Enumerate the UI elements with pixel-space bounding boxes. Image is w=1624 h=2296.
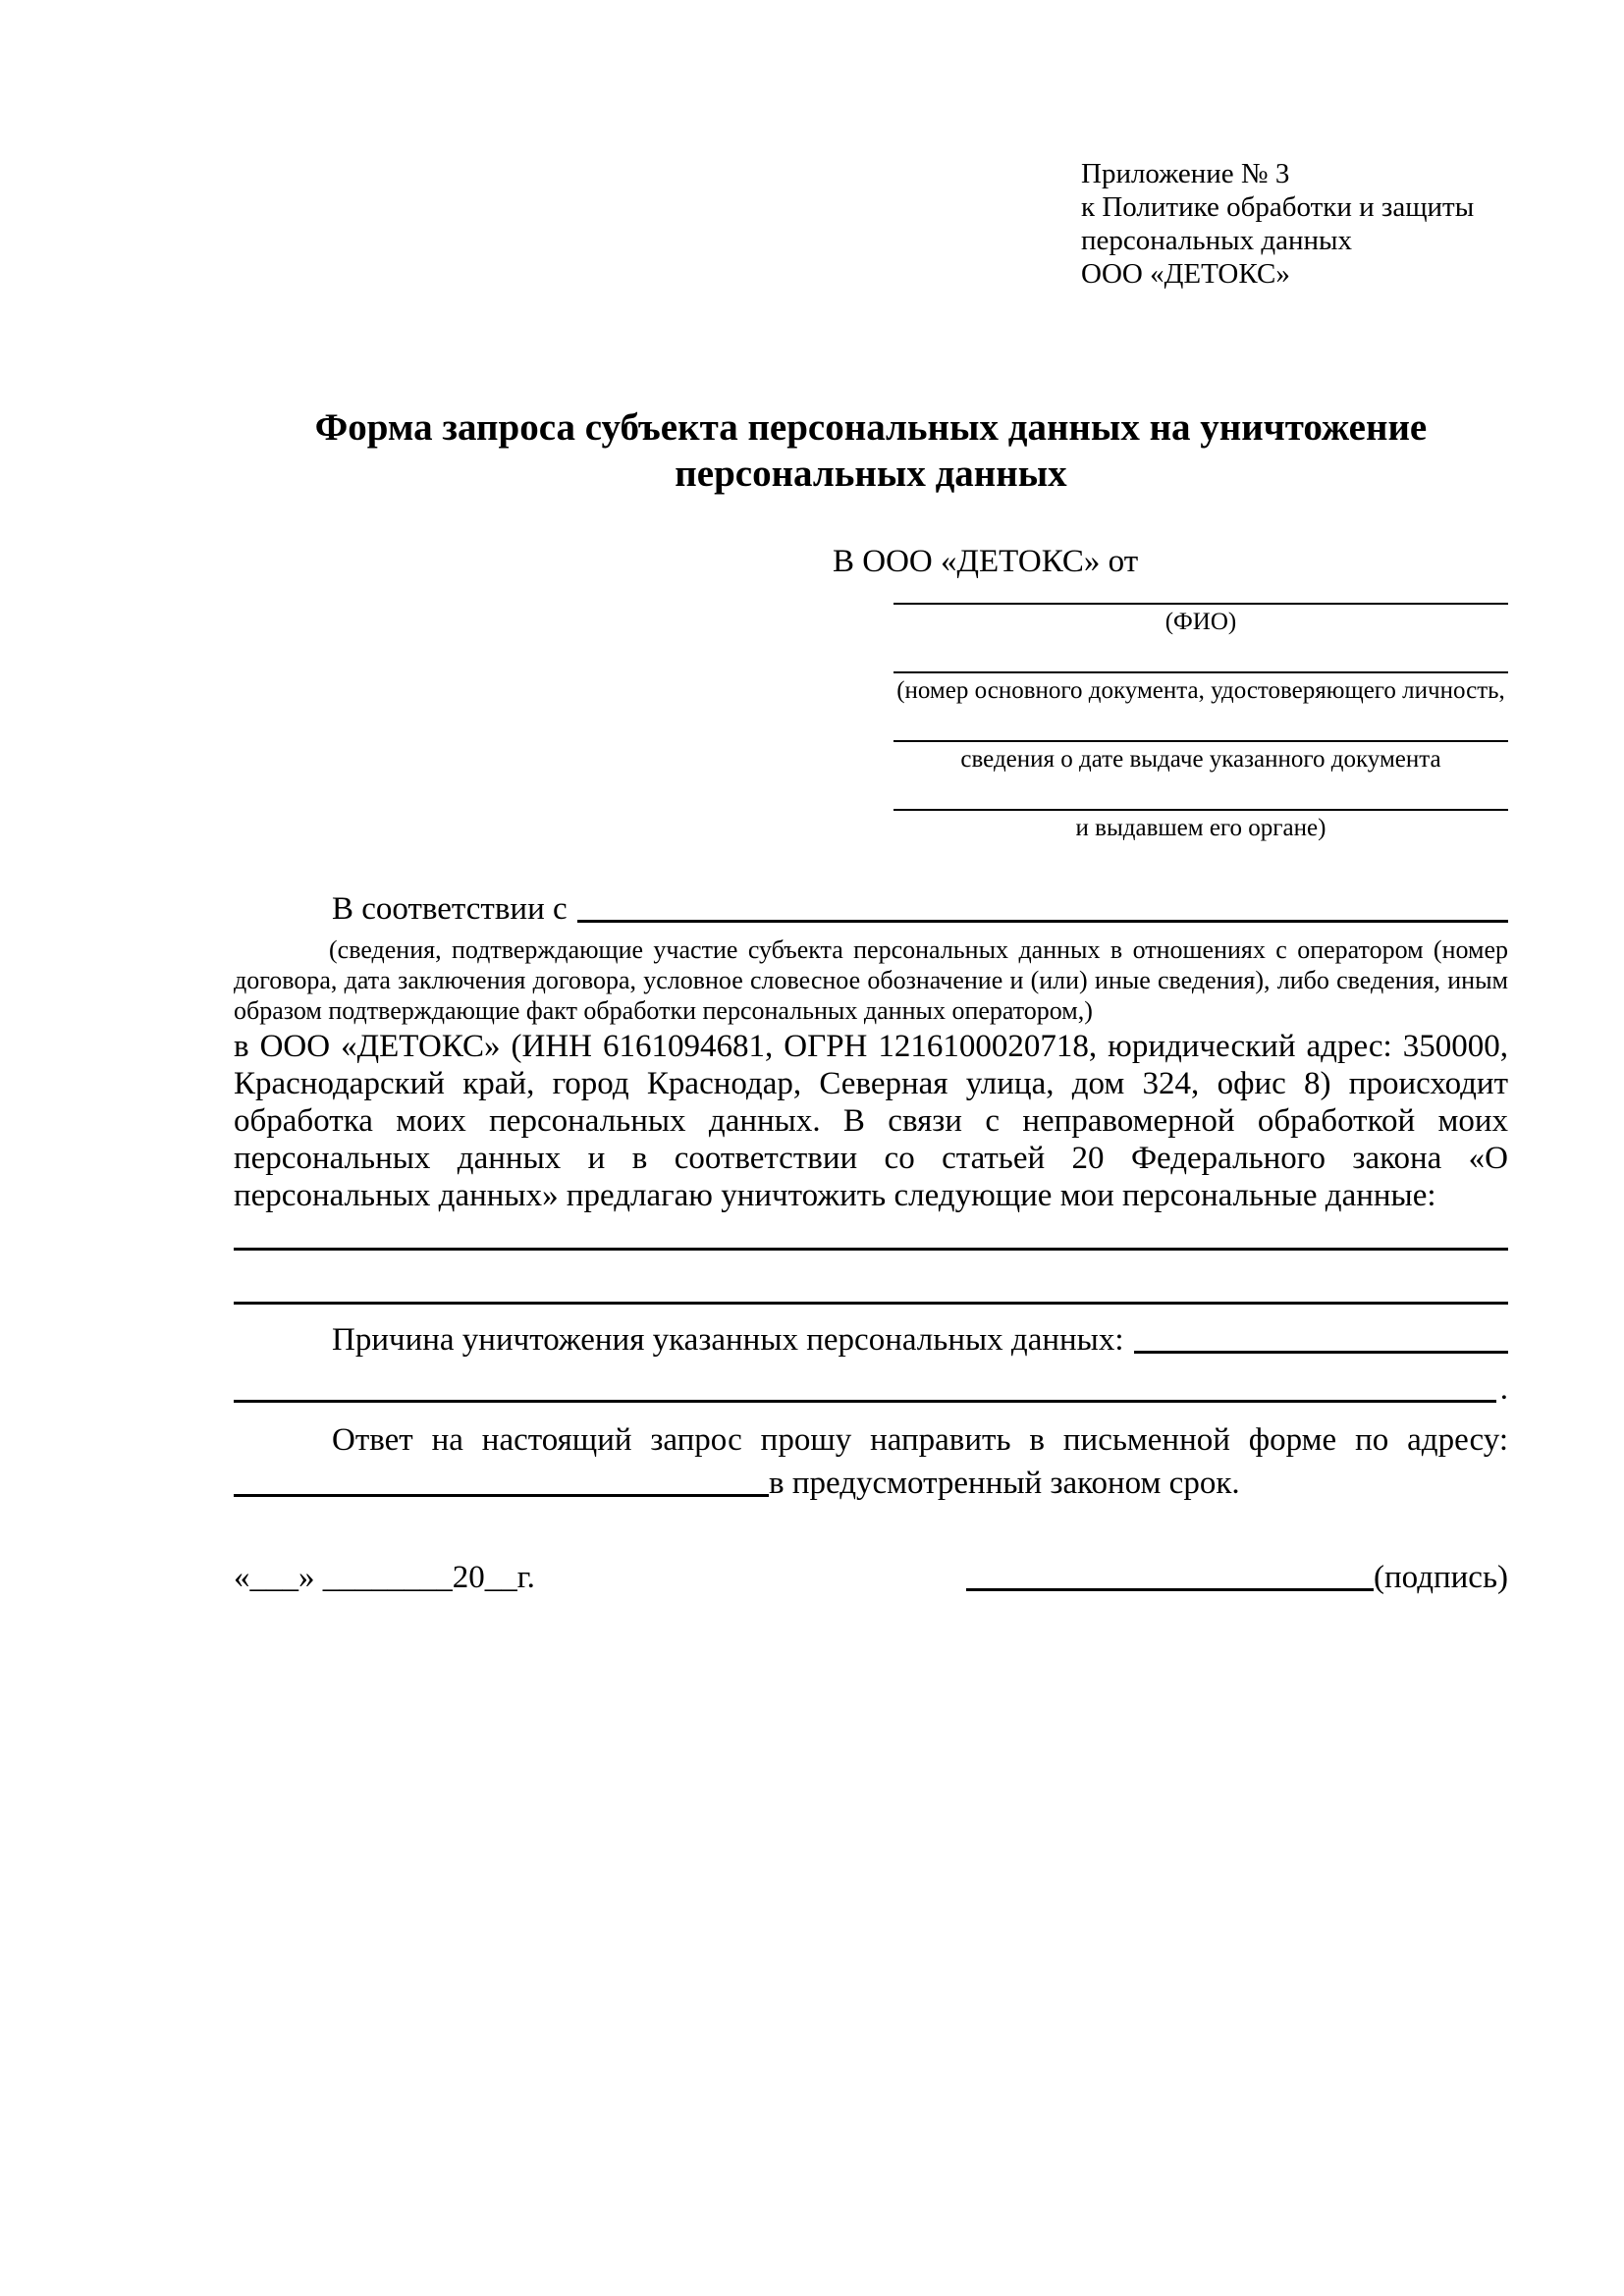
document-number-field-caption: (номер основного документа, удостоверяющего личность, [896,677,1505,704]
identity-fields-block [893,603,1508,842]
date-signature-row [234,1558,1508,1597]
personal-data-blank-line-2 [234,1251,1508,1305]
accordance-row [234,889,1508,929]
document-title: Форма запроса субъекта персональных данных на уничтожение персональных данных [314,406,1428,495]
reason-blank-line-1 [1134,1320,1508,1354]
signature-group [966,1558,1508,1597]
issuing-authority-field-caption: и выдавшем его органе) [1075,815,1326,841]
reply-request-line: Ответ на настоящий запрос прошу направить в письменной форме по адресу: [332,1422,1508,1458]
signature-blank-line [966,1588,1374,1591]
personal-data-blank-line-1 [234,1214,1508,1251]
reason-label: Причина уничтожения указанных персональных данных: [332,1322,1124,1358]
accordance-lead-text: В соответствии с [332,891,568,927]
fio-field-caption: (ФИО) [1164,609,1237,635]
accordance-footnote: (сведения, подтверждающие участие субъекта персональных данных в отношениях с оператором (номер договора, дата заключения договора, условное словесное обозначение и (или) иные сведения), либо сведения, иным образом подтверждающие факт обработки персональных данных оператором,) [234,935,1508,1025]
reason-continuation-row [234,1369,1508,1409]
body-paragraph: в ООО «ДЕТОКС» (ИНН 6161094681, ОГРН 1216100020718, юридический адрес: 350000, Краснодарский край, город Краснодар, Северная улица, дом 324, офис 8) происходит обработка моих персональных данных. В связи с неправомерной обработкой моих персональных данных и в соответствии со статьей 20 Федерального закона «О персональных данных» предлагаю уничтожить следующие мои персональные данные: [234,1029,1508,1213]
signature-caption: (подпись) [1374,1560,1508,1595]
appendix-header-line-2: к Политике обработки и защиты [1081,191,1475,223]
reason-blank-line-2 [234,1369,1496,1403]
appendix-header-line-1: Приложение № 3 [1081,158,1290,189]
reason-row [234,1320,1508,1360]
issue-date-field-caption: сведения о дате выдаче указанного документа [960,746,1441,773]
accordance-blank-line [577,889,1508,923]
reply-deadline-text: в предусмотренный законом срок. [769,1466,1240,1501]
document-number-field [893,671,1508,705]
date-line: «___» ________20__г. [234,1560,535,1595]
addressee-line: В ООО «ДЕТОКС» от [833,544,1139,579]
fio-field [893,603,1508,636]
appendix-header-line-3: персональных данных [1081,225,1353,256]
reason-period: . [1499,1371,1508,1407]
issuing-authority-field [893,809,1508,842]
appendix-header-line-4: ООО «ДЕТОКС» [1081,258,1290,290]
appendix-header [1081,157,1508,291]
issue-date-field [893,740,1508,774]
reply-address-row [234,1464,1508,1503]
reply-address-blank-line [234,1464,769,1497]
